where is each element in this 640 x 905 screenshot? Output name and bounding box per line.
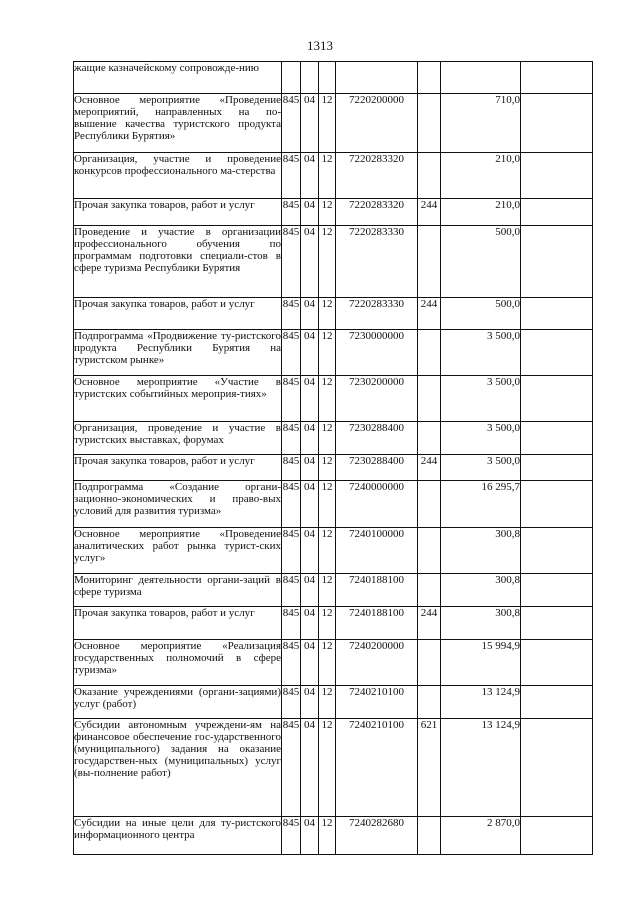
empty-cell	[521, 422, 593, 455]
row-name: Основное мероприятие «Проведение мероприятий, направленных на по-вышение качества туристского продукта Республики Бурятия»	[74, 94, 282, 153]
ministry-code: 845	[282, 455, 301, 481]
row-name: жащие казначейскому сопровожде-нию	[74, 62, 282, 94]
section-code: 04	[301, 422, 319, 455]
ministry-code: 845	[282, 330, 301, 376]
amount: 710,0	[441, 94, 521, 153]
subsection-code: 12	[319, 94, 336, 153]
subsection-code: 12	[319, 574, 336, 607]
table-row	[74, 226, 593, 298]
empty-cell	[521, 719, 593, 817]
empty-cell	[521, 528, 593, 574]
row-name: Организация, проведение и участие в туристских выставках, форумах	[74, 422, 282, 455]
subsection-code: 12	[319, 153, 336, 199]
table-row	[74, 94, 593, 153]
table-row	[74, 153, 593, 199]
ministry-code: 845	[282, 94, 301, 153]
amount: 500,0	[441, 298, 521, 330]
empty-cell	[521, 62, 593, 94]
amount: 300,8	[441, 528, 521, 574]
ministry-code: 845	[282, 422, 301, 455]
target-article: 7220283330	[336, 226, 418, 298]
subsection-code	[319, 62, 336, 94]
expense-type	[418, 686, 441, 719]
expense-type	[418, 640, 441, 686]
amount: 3 500,0	[441, 455, 521, 481]
target-article: 7230288400	[336, 455, 418, 481]
subsection-code: 12	[319, 686, 336, 719]
amount: 210,0	[441, 199, 521, 226]
empty-cell	[521, 640, 593, 686]
ministry-code: 845	[282, 574, 301, 607]
empty-cell	[521, 94, 593, 153]
target-article: 7240000000	[336, 481, 418, 528]
subsection-code: 12	[319, 298, 336, 330]
subsection-code: 12	[319, 422, 336, 455]
table-row	[74, 640, 593, 686]
section-code: 04	[301, 298, 319, 330]
ministry-code: 845	[282, 481, 301, 528]
empty-cell	[521, 330, 593, 376]
table-row	[74, 422, 593, 455]
table-row	[74, 719, 593, 817]
target-article: 7240210100	[336, 686, 418, 719]
expense-type	[418, 481, 441, 528]
amount: 13 124,9	[441, 719, 521, 817]
target-article: 7220283320	[336, 153, 418, 199]
section-code: 04	[301, 686, 319, 719]
section-code: 04	[301, 94, 319, 153]
empty-cell	[521, 574, 593, 607]
amount: 16 295,7	[441, 481, 521, 528]
row-name: Субсидии автономным учреждени-ям на финансовое обеспечение гос-ударственного (муниципального) задания на оказание государствен-ных (муниципальных) услуг (вы-полнение работ)	[74, 719, 282, 817]
expense-type	[418, 153, 441, 199]
section-code: 04	[301, 528, 319, 574]
ministry-code: 845	[282, 686, 301, 719]
section-code: 04	[301, 607, 319, 640]
ministry-code: 845	[282, 153, 301, 199]
row-name: Прочая закупка товаров, работ и услуг	[74, 455, 282, 481]
target-article: 7240100000	[336, 528, 418, 574]
subsection-code: 12	[319, 226, 336, 298]
ministry-code: 845	[282, 607, 301, 640]
table-row	[74, 607, 593, 640]
target-article: 7230000000	[336, 330, 418, 376]
section-code: 04	[301, 640, 319, 686]
table-row	[74, 62, 593, 94]
empty-cell	[521, 455, 593, 481]
section-code: 04	[301, 153, 319, 199]
section-code: 04	[301, 199, 319, 226]
expense-type	[418, 574, 441, 607]
target-article: 7240188100	[336, 574, 418, 607]
empty-cell	[521, 686, 593, 719]
subsection-code: 12	[319, 199, 336, 226]
target-article: 7240210100	[336, 719, 418, 817]
table-row	[74, 528, 593, 574]
target-article: 7240200000	[336, 640, 418, 686]
row-name: Основное мероприятие «Реализация государственных полномочий в сфере туризма»	[74, 640, 282, 686]
ministry-code: 845	[282, 719, 301, 817]
table-row	[74, 376, 593, 422]
amount: 210,0	[441, 153, 521, 199]
expense-type	[418, 817, 441, 855]
empty-cell	[521, 298, 593, 330]
ministry-code: 845	[282, 199, 301, 226]
ministry-code: 845	[282, 528, 301, 574]
row-name: Основное мероприятие «Участие в туристских событийных мероприя-тиях»	[74, 376, 282, 422]
table-row	[74, 330, 593, 376]
table-row	[74, 199, 593, 226]
row-name: Прочая закупка товаров, работ и услуг	[74, 199, 282, 226]
empty-cell	[521, 226, 593, 298]
amount: 300,8	[441, 607, 521, 640]
amount: 3 500,0	[441, 376, 521, 422]
budget-table	[73, 61, 593, 855]
expense-type: 621	[418, 719, 441, 817]
expense-type	[418, 528, 441, 574]
empty-cell	[521, 607, 593, 640]
ministry-code: 845	[282, 226, 301, 298]
empty-cell	[521, 481, 593, 528]
row-name: Мониторинг деятельности органи-заций в сфере туризма	[74, 574, 282, 607]
ministry-code: 845	[282, 298, 301, 330]
section-code	[301, 62, 319, 94]
page-number: 1313	[307, 38, 333, 53]
table-body	[74, 62, 593, 855]
expense-type: 244	[418, 455, 441, 481]
subsection-code: 12	[319, 330, 336, 376]
subsection-code: 12	[319, 719, 336, 817]
amount: 500,0	[441, 226, 521, 298]
expense-type	[418, 330, 441, 376]
subsection-code: 12	[319, 481, 336, 528]
row-name: Субсидии на иные цели для ту-ристского информационного центра	[74, 817, 282, 855]
ministry-code	[282, 62, 301, 94]
ministry-code: 845	[282, 640, 301, 686]
section-code: 04	[301, 455, 319, 481]
subsection-code: 12	[319, 640, 336, 686]
expense-type	[418, 94, 441, 153]
amount: 2 870,0	[441, 817, 521, 855]
target-article: 7240282680	[336, 817, 418, 855]
target-article: 7220283330	[336, 298, 418, 330]
expense-type	[418, 62, 441, 94]
expense-type	[418, 226, 441, 298]
subsection-code: 12	[319, 376, 336, 422]
expense-type	[418, 422, 441, 455]
section-code: 04	[301, 376, 319, 422]
table-row	[74, 817, 593, 855]
section-code: 04	[301, 481, 319, 528]
row-name: Прочая закупка товаров, работ и услуг	[74, 298, 282, 330]
subsection-code: 12	[319, 528, 336, 574]
subsection-code: 12	[319, 455, 336, 481]
row-name: Оказание учреждениями (органи-зациями) услуг (работ)	[74, 686, 282, 719]
row-name: Прочая закупка товаров, работ и услуг	[74, 607, 282, 640]
amount: 13 124,9	[441, 686, 521, 719]
ministry-code: 845	[282, 817, 301, 855]
amount: 15 994,9	[441, 640, 521, 686]
target-article: 7220200000	[336, 94, 418, 153]
table-row	[74, 298, 593, 330]
ministry-code: 845	[282, 376, 301, 422]
row-name: Подпрограмма «Создание органи-зационно-экономических и право-вых условий для развития туризма»	[74, 481, 282, 528]
section-code: 04	[301, 817, 319, 855]
section-code: 04	[301, 574, 319, 607]
expense-type: 244	[418, 607, 441, 640]
target-article: 7230200000	[336, 376, 418, 422]
empty-cell	[521, 153, 593, 199]
table-row	[74, 481, 593, 528]
table-row	[74, 574, 593, 607]
row-name: Проведение и участие в организации профессионального обучения по программам подготовки специали-стов в сфере туризма Республики Бурятия	[74, 226, 282, 298]
empty-cell	[521, 376, 593, 422]
row-name: Основное мероприятие «Проведение аналитических работ рынка турист-ских услуг»	[74, 528, 282, 574]
target-article: 7240188100	[336, 607, 418, 640]
section-code: 04	[301, 226, 319, 298]
subsection-code: 12	[319, 817, 336, 855]
row-name: Организация, участие и проведение конкурсов профессионального ма-стерства	[74, 153, 282, 199]
amount: 3 500,0	[441, 330, 521, 376]
expense-type: 244	[418, 298, 441, 330]
table-row	[74, 455, 593, 481]
expense-type: 244	[418, 199, 441, 226]
amount: 3 500,0	[441, 422, 521, 455]
section-code: 04	[301, 330, 319, 376]
empty-cell	[521, 199, 593, 226]
amount: 300,8	[441, 574, 521, 607]
target-article	[336, 62, 418, 94]
target-article: 7230288400	[336, 422, 418, 455]
expense-type	[418, 376, 441, 422]
table-row	[74, 686, 593, 719]
section-code: 04	[301, 719, 319, 817]
empty-cell	[521, 817, 593, 855]
row-name: Подпрограмма «Продвижение ту-ристского продукта Республики Бурятия на туристском рынке»	[74, 330, 282, 376]
amount	[441, 62, 521, 94]
subsection-code: 12	[319, 607, 336, 640]
target-article: 7220283320	[336, 199, 418, 226]
